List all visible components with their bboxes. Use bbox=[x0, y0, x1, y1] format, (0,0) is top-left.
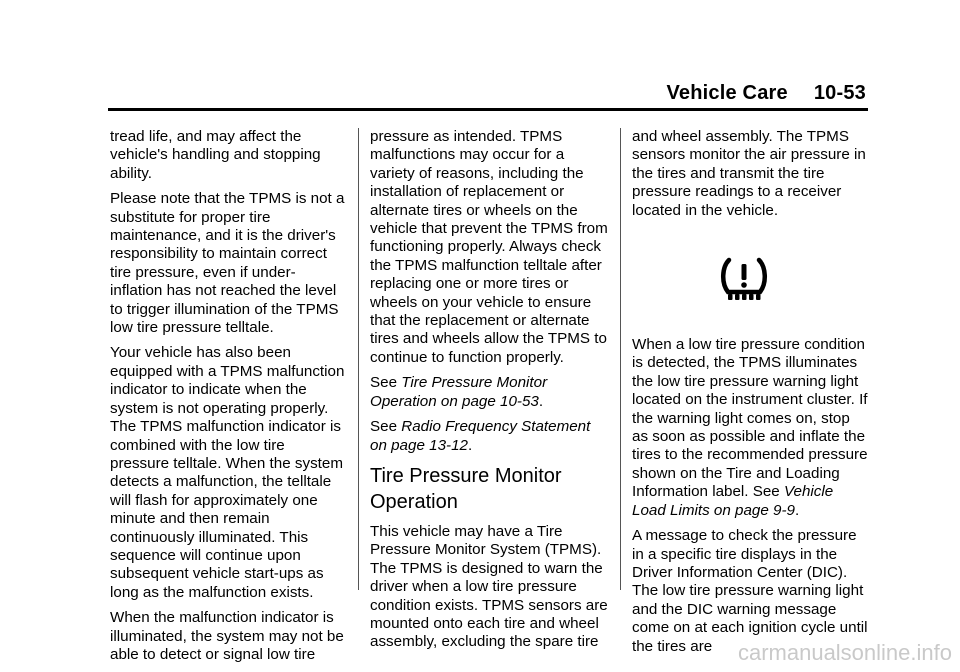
column-3 bbox=[632, 128, 870, 663]
paragraph: A message to check the pressure in a specific tire displays in the Driver Information Center (DIC). The low tire pressure warning light and the DIC warning message come on at each ignition cycle until the tires are bbox=[632, 527, 868, 655]
paragraph: Your vehicle has also been equipped with a TPMS malfunction indicator to indicate when the system is not operating properly. The TPMS malfunction indicator is combined with the low tire pressure telltale. When the system detects a malfunction, the telltale will flash for approximately one minute and then remain continuously illuminated. This sequence will continue upon subsequent vehicle start-ups as long as the malfunction exists. bbox=[110, 344, 345, 601]
paragraph: Please note that the TPMS is not a substitute for proper tire maintenance, and it is the driver's responsibility to maintain correct tire pressure, even if under-inflation has not reached the level to trigger illumination of the TPMS low tire pressure telltale. bbox=[110, 190, 345, 337]
paragraph: This vehicle may have a Tire Pressure Monitor System (TPMS). The TPMS is designed to warn the driver when a low tire pressure condition exists. TPMS sensors are mounted onto each tire and wheel assembly, excluding the spare tire bbox=[370, 522, 608, 651]
ref-link[interactable]: Vehicle Load Limits on page 9-9 bbox=[632, 483, 834, 519]
paragraph: When the malfunction indicator is illuminated, the system may not be able to detect or signal low tire bbox=[110, 609, 344, 663]
column-2 bbox=[370, 128, 608, 659]
tire-pressure-warning-icon bbox=[719, 256, 769, 304]
section-heading: Tire Pressure Monitor Operation bbox=[370, 464, 562, 513]
header-rule bbox=[108, 108, 868, 111]
icon-container bbox=[632, 256, 870, 304]
paragraph-text: When a low tire pressure condition is detected, the TPMS illuminates the low tire pressure warning light located on the instrument cluster. If the warning light comes on, stop as soon as possible and inflate the tires to the recommended pressure shown on the Tire and Loading Information label. See bbox=[632, 336, 868, 501]
paragraph: pressure as intended. TPMS malfunctions may occur for a variety of reasons, including the installation of replacement or alternate tires or wheels on the vehicle that prevent the TPMS from functioning properly. Always check the TPMS malfunction telltale after replacing one or more tires or wheels on your vehicle to ensure that the replacement or alternate tires and wheels allow the TPMS to continue to function properly. bbox=[370, 128, 608, 366]
paragraph: tread life, and may affect the vehicle's handling and stopping ability. bbox=[110, 128, 321, 182]
ref-suffix: . bbox=[538, 392, 544, 410]
ref-suffix: . bbox=[794, 501, 800, 519]
ref-prefix: See bbox=[370, 418, 402, 436]
paragraph bbox=[632, 336, 870, 520]
watermark: carmanualsonline.info bbox=[737, 640, 952, 665]
ref-link[interactable]: Tire Pressure Monitor Operation on page 10-53 bbox=[370, 374, 548, 410]
page-header bbox=[666, 82, 866, 105]
ref-suffix: . bbox=[467, 436, 473, 454]
column-1 bbox=[110, 128, 348, 671]
section-title: Vehicle Care bbox=[666, 82, 788, 104]
ref-link[interactable]: Radio Frequency Statement on page 13-12 bbox=[370, 418, 591, 454]
column-divider bbox=[620, 128, 621, 590]
page-number: 10-53 bbox=[813, 82, 866, 104]
ref-prefix: See bbox=[370, 374, 402, 392]
column-divider bbox=[358, 128, 359, 590]
paragraph: and wheel assembly. The TPMS sensors monitor the air pressure in the tires and transmit the tire pressure readings to a receiver located in the vehicle. bbox=[632, 128, 866, 219]
cross-reference bbox=[370, 418, 608, 455]
cross-reference bbox=[370, 374, 608, 411]
